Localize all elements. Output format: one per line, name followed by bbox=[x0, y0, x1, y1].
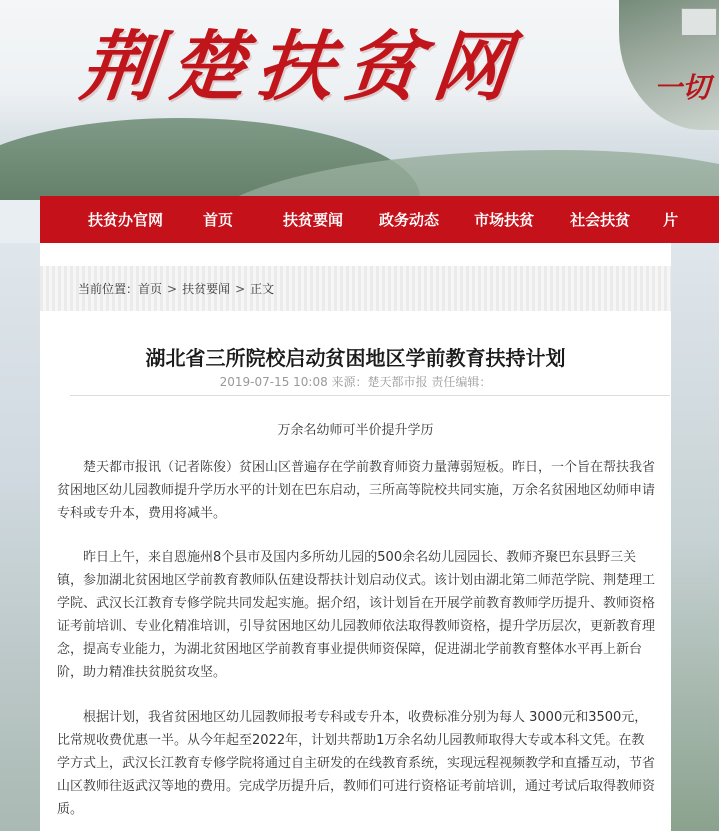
breadcrumb-current: 正文 bbox=[250, 282, 275, 296]
nav-item-poverty-office[interactable]: 扶贫办官网 bbox=[88, 211, 164, 229]
background-side-left bbox=[0, 243, 40, 831]
nav-item-social[interactable]: 社会扶贫 bbox=[570, 211, 631, 229]
article-paragraph: 昨日上午，来自恩施州8个县市及国内多所幼儿园的500余名幼儿园园长、教师齐聚巴东县野三关镇，参加湖北贫困地区学前教育教师队伍建设帮扶计划启动仪式。该计划由湖北第二师范学院、荆楚理工学院、武汉长江教育专修学院共同发起实施。据介绍，该计划旨在开展学前教育教师学历提升、教师资格证考前培训、专业化精准培训，引导贫困地区幼儿园教师依法取得教师资格，提升学历层次，更新教育理念，提高专业能力，为湖北贫困地区学前教育事业提供师资保障，促进湖北学前教育整体水平再上新台阶，助力精准扶贫脱贫攻坚。 bbox=[57, 550, 656, 680]
nav-item-market[interactable]: 市场扶贫 bbox=[474, 211, 535, 229]
article-container bbox=[40, 243, 671, 831]
breadcrumb-link-news[interactable]: 扶贫要闻 bbox=[182, 282, 231, 296]
breadcrumb-separator: > bbox=[235, 281, 246, 296]
article-title: 湖北省三所院校启动贫困地区学前教育扶持计划 bbox=[145, 346, 566, 370]
article-meta: 2019-07-15 10:08 来源：楚天都市报 责任编辑： bbox=[219, 375, 492, 389]
header-landscape-house bbox=[681, 8, 717, 36]
background-side-right bbox=[671, 243, 719, 831]
breadcrumb bbox=[40, 266, 671, 311]
breadcrumb-link-home[interactable]: 首页 bbox=[138, 282, 163, 296]
nav-item-news[interactable]: 扶贫要闻 bbox=[283, 211, 344, 229]
article-subtitle: 万余名幼师可半价提升学历 bbox=[277, 423, 434, 438]
article-paragraph: 楚天都市报讯（记者陈俊）贫困山区普遍存在学前教育师资力量薄弱短板。昨日，一个旨在帮扶我省贫困地区幼儿园教师提升学历水平的计划在巴东启动，三所高等院校共同实施，万余名贫困地区幼师申请专科或专升本，费用将减半。 bbox=[57, 460, 656, 521]
site-logo[interactable]: 荆楚扶贫网 bbox=[76, 22, 527, 111]
main-nav bbox=[40, 196, 719, 243]
nav-item-government[interactable]: 政务动态 bbox=[379, 211, 440, 229]
nav-item-more[interactable]: 片 bbox=[663, 211, 679, 229]
header-landscape-cliff bbox=[619, 0, 719, 130]
title-divider bbox=[70, 395, 670, 396]
site-header bbox=[0, 0, 719, 200]
header-slogan: 一切 bbox=[654, 71, 711, 104]
breadcrumb-prefix: 当前位置： bbox=[78, 282, 139, 296]
nav-item-home[interactable]: 首页 bbox=[203, 211, 234, 229]
article-paragraph: 根据计划，我省贫困地区幼儿园教师报考专科或专升本，收费标准分别为每人 3000元和3500元，比常规收费优惠一半。从今年起至2022年，计划共帮助1万余名幼儿园教师取得大专或本科文凭。在教学方式上，武汉长江教育专修学院将通过自主研发的在线教育系统，实现远程视频教学和直播互动，节省山区教师往返武汉等地的费用。完成学历提升后，教师们可进行资格证考前培训，通过考试后取得教师资质。 bbox=[57, 710, 656, 817]
breadcrumb-separator: > bbox=[167, 281, 178, 296]
